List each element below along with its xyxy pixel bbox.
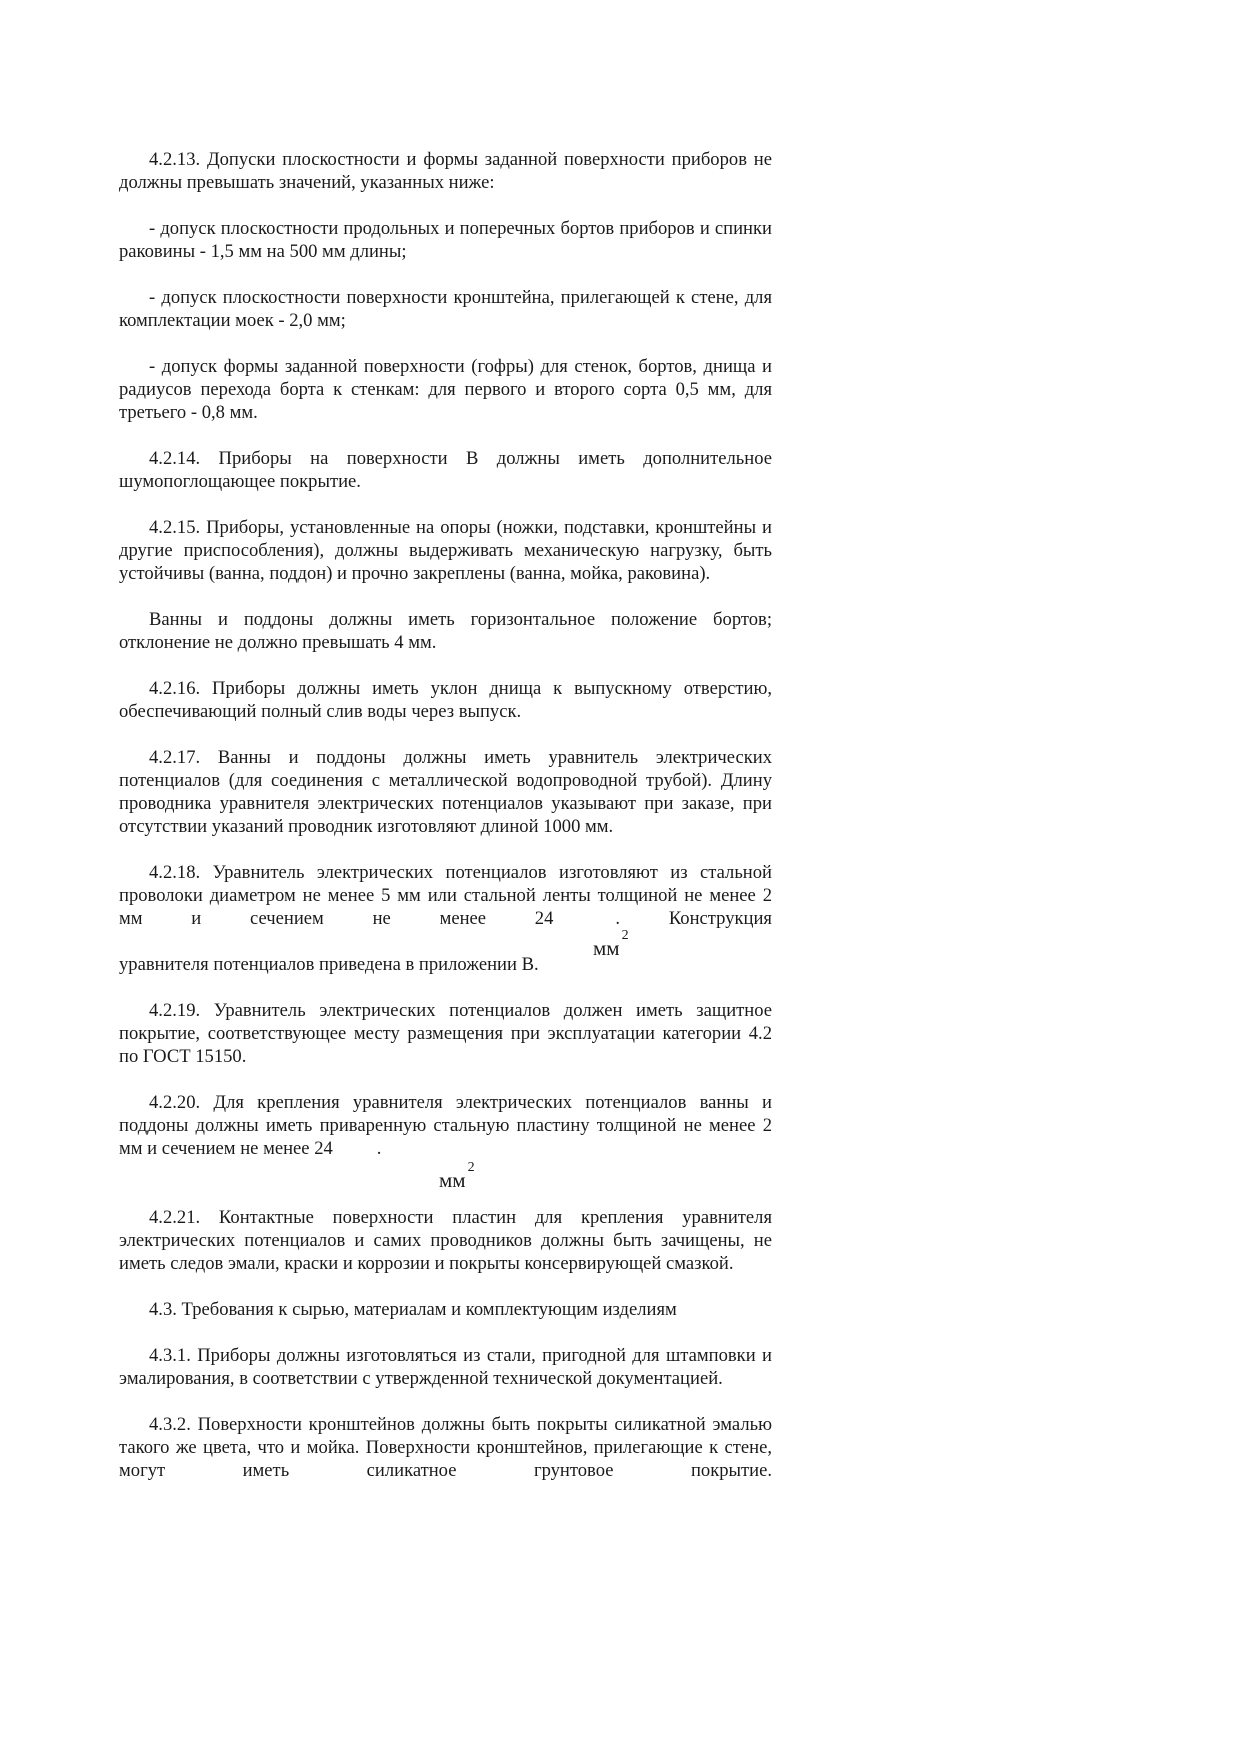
clause-4-2-18-tail: . Конструкция — [615, 908, 772, 929]
section-4-3-heading: 4.3. Требования к сырью, материалам и комплектующим изделиям — [149, 1299, 677, 1320]
clause-4-2-20-tail: . — [376, 1138, 382, 1159]
baths-horizontal-note: Ванны и поддоны должны иметь горизонтальное положение бортов; отклонение не должно превышать 4 мм. — [119, 609, 772, 653]
clause-4-2-15: 4.2.15. Приборы, установленные на опоры (ножки, подставки, кронштейны и другие приспособления), должны выдерживать механическую нагрузку, быть устойчивы (ванна, поддон) и прочно закреплены (ванна, мойка, раковина). — [119, 517, 772, 584]
formula-line — [119, 928, 772, 960]
formula-line — [119, 1160, 772, 1192]
clause-4-2-20-text: 4.2.20. Для крепления уравнителя электрических потенциалов ванны и поддоны должны иметь приваренную стальную пластину толщиной не менее 2 мм и сечением не менее 24 — [119, 1092, 772, 1159]
unit-mm2: $мм^2$ — [439, 1160, 475, 1192]
clause-4-2-18-end: уравнителя потенциалов приведена в приложении В. — [119, 954, 539, 975]
clause-4-2-16: 4.2.16. Приборы должны иметь уклон днища к выпускному отверстию, обеспечивающий полный слив воды через выпуск. — [119, 678, 772, 722]
list-item-flatness-sides: - допуск плоскостности продольных и поперечных бортов приборов и спинки раковины - 1,5 мм на 500 мм длины; — [119, 218, 772, 262]
list-item-flatness-bracket: - допуск плоскостности поверхности кронштейна, прилегающей к стене, для комплектации моек - 2,0 мм; — [119, 287, 772, 331]
clause-4-3-1: 4.3.1. Приборы должны изготовляться из стали, пригодной для штамповки и эмалирования, в соответствии с утвержденной технической документацией. — [119, 1345, 772, 1389]
clause-4-3-2: 4.3.2. Поверхности кронштейнов должны быть покрыты силикатной эмалью такого же цвета, что и мойка. Поверхности кронштейнов, прилегающие к стене, могут иметь силикатное грунтовое покрытие. — [119, 1414, 772, 1481]
clause-4-2-13: 4.2.13. Допуски плоскостности и формы заданной поверхности приборов не должны превышать значений, указанных ниже: — [119, 149, 772, 193]
document-page — [119, 148, 772, 1505]
clause-4-2-21: 4.2.21. Контактные поверхности пластин для крепления уравнителя электрических потенциалов и самих проводников должны быть зачищены, не иметь следов эмали, краски и коррозии и покрыты консервирующей смазкой. — [119, 1207, 772, 1274]
unit-mm2: $мм^2$ — [593, 928, 629, 960]
clause-4-2-17: 4.2.17. Ванны и поддоны должны иметь уравнитель электрических потенциалов (для соединения с металлической водопроводной трубой). Длину проводника уравнителя электрических потенциалов указывают при заказе, при отсутствии указаний проводник изготовляют длиной 1000 мм. — [119, 747, 772, 837]
clause-4-2-14: 4.2.14. Приборы на поверхности В должны иметь дополнительное шумопоглощающее покрытие. — [119, 448, 772, 492]
clause-4-2-18 — [119, 861, 772, 976]
clause-4-2-20 — [119, 1091, 772, 1192]
clause-4-2-19: 4.2.19. Уравнитель электрических потенциалов должен иметь защитное покрытие, соответствующее месту размещения при эксплуатации категории 4.2 по ГОСТ 15150. — [119, 1000, 772, 1067]
clause-4-2-18-text: 4.2.18. Уравнитель электрических потенциалов изготовляют из стальной проволоки диаметром не менее 5 мм или стальной ленты толщиной не менее 2 мм и сечением не менее 24 — [119, 862, 772, 929]
list-item-form-tolerance: - допуск формы заданной поверхности (гофры) для стенок, бортов, днища и радиусов перехода борта к стенкам: для первого и второго сорта 0,5 мм, для третьего - 0,8 мм. — [119, 356, 772, 423]
